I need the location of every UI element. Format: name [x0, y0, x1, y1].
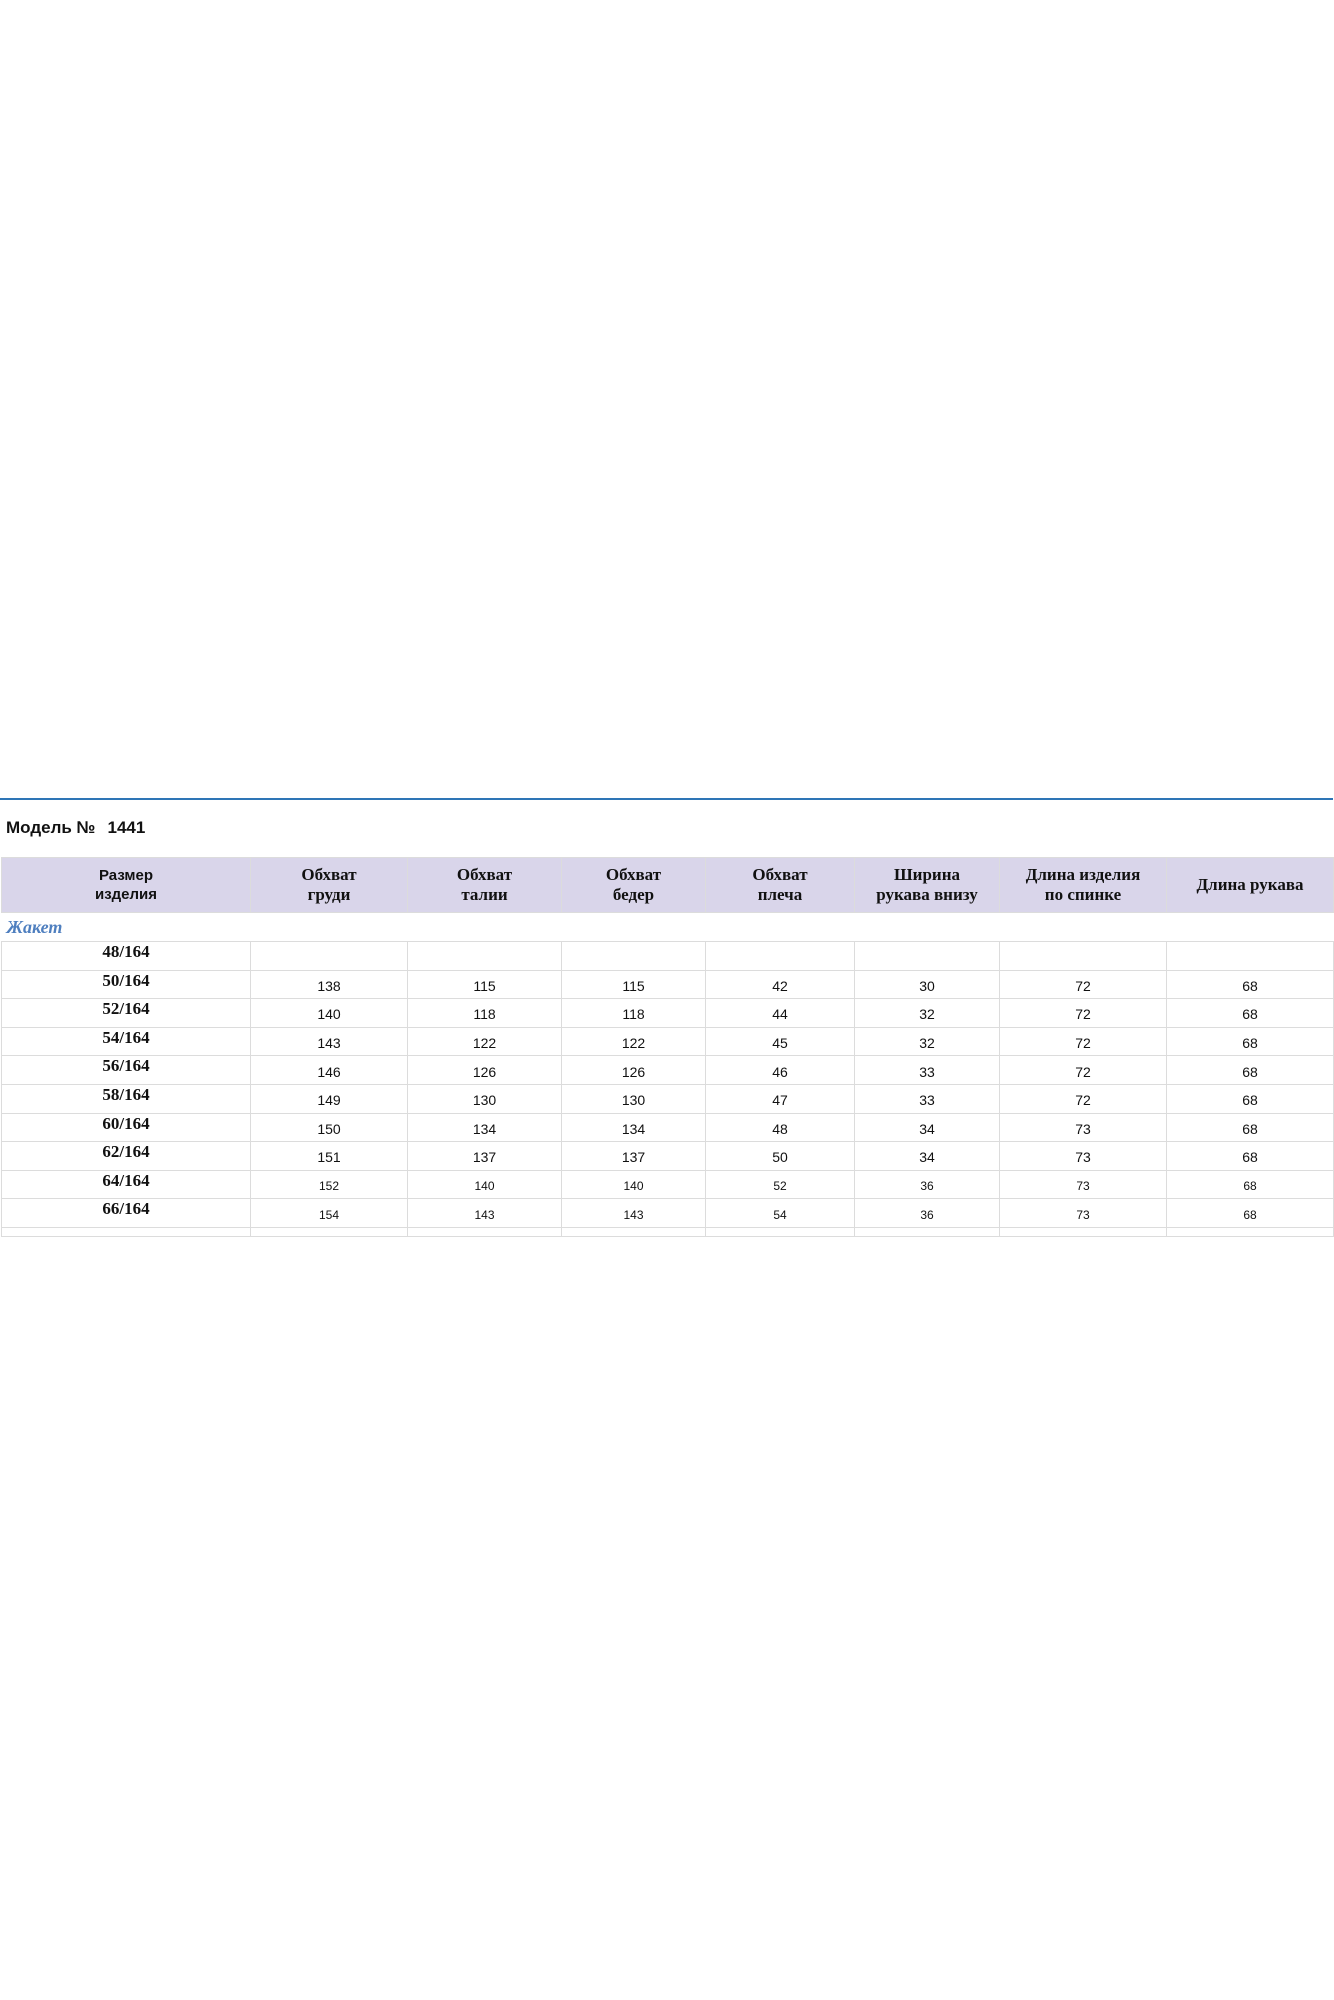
measurement-cell: 36 [855, 1199, 1000, 1228]
header-shoulder: Обхват плеча [706, 858, 855, 913]
measurement-cell [408, 942, 562, 971]
table-row [2, 1170, 1334, 1199]
measurement-cell: 140 [408, 1170, 562, 1199]
measurement-cell: 72 [1000, 999, 1167, 1028]
measurement-cell: 152 [251, 1170, 408, 1199]
measurement-cell: 32 [855, 1027, 1000, 1056]
measurement-cell: 137 [562, 1142, 706, 1171]
measurement-cell: 30 [855, 970, 1000, 999]
measurement-cell: 68 [1167, 1027, 1334, 1056]
measurement-cell [1000, 942, 1167, 971]
measurement-cell [251, 942, 408, 971]
table-row-cut [2, 1227, 1334, 1236]
measurement-cell: 122 [408, 1027, 562, 1056]
measurement-cell: 73 [1000, 1113, 1167, 1142]
measurement-cell: 134 [562, 1113, 706, 1142]
measurement-cell: 34 [855, 1113, 1000, 1142]
measurement-cell: 115 [408, 970, 562, 999]
measurement-cell: 44 [706, 999, 855, 1028]
size-cell: 52/164 [2, 999, 251, 1028]
header-waist: Обхват талии [408, 858, 562, 913]
table-row [2, 999, 1334, 1028]
empty-cell [408, 1227, 562, 1236]
measurement-cell: 138 [251, 970, 408, 999]
table-header-row [2, 858, 1334, 913]
measurement-cell: 73 [1000, 1142, 1167, 1171]
table-row [2, 1142, 1334, 1171]
size-cell: 54/164 [2, 1027, 251, 1056]
measurement-cell: 115 [562, 970, 706, 999]
measurement-cell: 122 [562, 1027, 706, 1056]
measurement-cell: 126 [562, 1056, 706, 1085]
measurement-cell: 134 [408, 1113, 562, 1142]
header-sleeve-length: Длина рукава [1167, 858, 1334, 913]
measurement-cell: 130 [408, 1084, 562, 1113]
measurement-cell: 143 [562, 1199, 706, 1228]
table-row [2, 1113, 1334, 1142]
measurement-cell: 46 [706, 1056, 855, 1085]
measurement-cell: 137 [408, 1142, 562, 1171]
measurement-cell: 68 [1167, 1199, 1334, 1228]
size-table [1, 857, 1334, 1237]
measurement-cell: 33 [855, 1084, 1000, 1113]
header-sleeve-width: Ширина рукава внизу [855, 858, 1000, 913]
measurement-cell: 68 [1167, 999, 1334, 1028]
measurement-cell: 47 [706, 1084, 855, 1113]
measurement-cell: 54 [706, 1199, 855, 1228]
measurement-cell [706, 942, 855, 971]
model-label: Модель № [6, 818, 96, 837]
size-cell: 62/164 [2, 1142, 251, 1171]
empty-cell [562, 1227, 706, 1236]
measurement-cell: 149 [251, 1084, 408, 1113]
section-title: Жакет [2, 913, 1334, 942]
table-row [2, 1084, 1334, 1113]
empty-cell [855, 1227, 1000, 1236]
size-cell: 56/164 [2, 1056, 251, 1085]
measurement-cell: 32 [855, 999, 1000, 1028]
empty-cell [2, 1227, 251, 1236]
measurement-cell: 118 [408, 999, 562, 1028]
measurement-cell [562, 942, 706, 971]
section-row [2, 913, 1334, 942]
measurement-cell: 143 [408, 1199, 562, 1228]
table-row [2, 970, 1334, 999]
empty-cell [1000, 1227, 1167, 1236]
measurement-cell: 42 [706, 970, 855, 999]
model-title [6, 818, 145, 838]
measurement-cell: 146 [251, 1056, 408, 1085]
size-cell: 48/164 [2, 942, 251, 971]
header-chest: Обхват груди [251, 858, 408, 913]
size-chart-sheet [0, 798, 1333, 1222]
measurement-cell: 72 [1000, 1084, 1167, 1113]
measurement-cell: 34 [855, 1142, 1000, 1171]
measurement-cell: 48 [706, 1113, 855, 1142]
table-row [2, 942, 1334, 971]
size-cell: 60/164 [2, 1113, 251, 1142]
empty-cell [1167, 1227, 1334, 1236]
empty-cell [706, 1227, 855, 1236]
measurement-cell: 154 [251, 1199, 408, 1228]
measurement-cell: 72 [1000, 970, 1167, 999]
measurement-cell: 72 [1000, 1027, 1167, 1056]
measurement-cell: 52 [706, 1170, 855, 1199]
measurement-cell [1167, 942, 1334, 971]
measurement-cell: 50 [706, 1142, 855, 1171]
size-cell: 58/164 [2, 1084, 251, 1113]
measurement-cell: 73 [1000, 1199, 1167, 1228]
measurement-cell [855, 942, 1000, 971]
measurement-cell: 68 [1167, 1170, 1334, 1199]
measurement-cell: 68 [1167, 1142, 1334, 1171]
header-size: Размер изделия [2, 858, 251, 913]
model-number: 1441 [107, 818, 146, 837]
header-back-length: Длина изделия по спинке [1000, 858, 1167, 913]
measurement-cell: 45 [706, 1027, 855, 1056]
measurement-cell: 126 [408, 1056, 562, 1085]
measurement-cell: 140 [562, 1170, 706, 1199]
measurement-cell: 72 [1000, 1056, 1167, 1085]
measurement-cell: 36 [855, 1170, 1000, 1199]
measurement-cell: 68 [1167, 1113, 1334, 1142]
table-row [2, 1199, 1334, 1228]
measurement-cell: 68 [1167, 1084, 1334, 1113]
measurement-cell: 150 [251, 1113, 408, 1142]
header-hips: Обхват бедер [562, 858, 706, 913]
measurement-cell: 118 [562, 999, 706, 1028]
size-cell: 66/164 [2, 1199, 251, 1228]
measurement-cell: 151 [251, 1142, 408, 1171]
measurement-cell: 73 [1000, 1170, 1167, 1199]
measurement-cell: 68 [1167, 970, 1334, 999]
table-row [2, 1027, 1334, 1056]
table-row [2, 1056, 1334, 1085]
measurement-cell: 68 [1167, 1056, 1334, 1085]
measurement-cell: 143 [251, 1027, 408, 1056]
measurement-cell: 130 [562, 1084, 706, 1113]
empty-cell [251, 1227, 408, 1236]
measurement-cell: 33 [855, 1056, 1000, 1085]
size-cell: 50/164 [2, 970, 251, 999]
measurement-cell: 140 [251, 999, 408, 1028]
size-cell: 64/164 [2, 1170, 251, 1199]
